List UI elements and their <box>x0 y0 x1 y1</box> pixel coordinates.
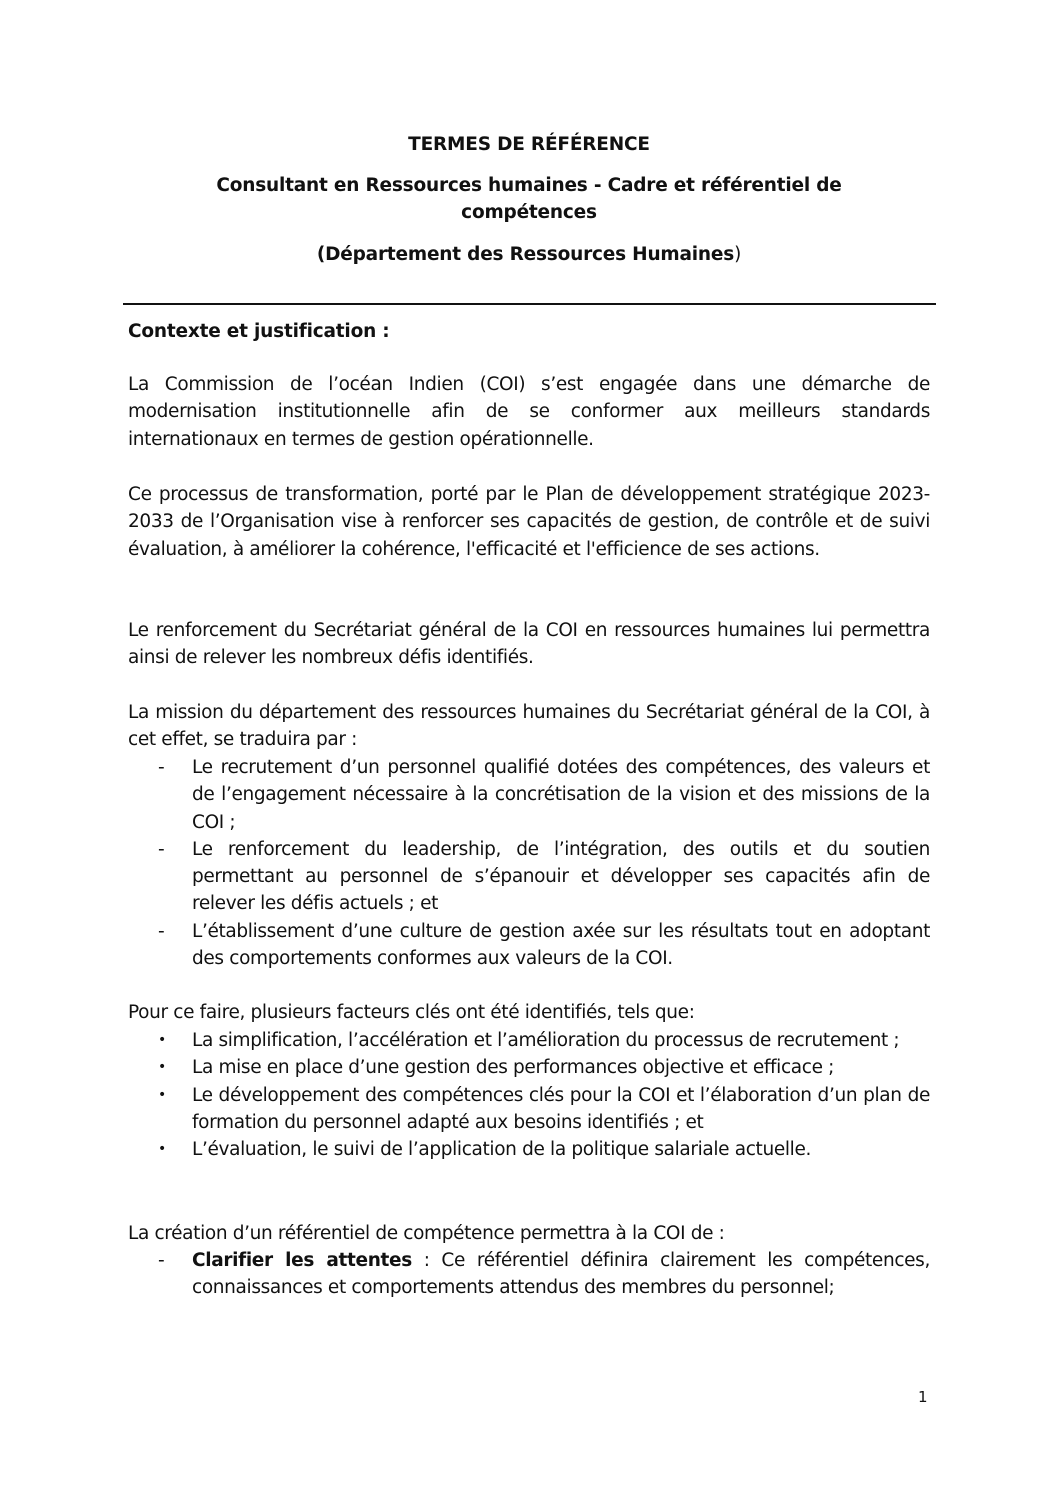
department-close-paren: ) <box>734 244 742 265</box>
bullet-icon: • <box>158 1141 166 1158</box>
list-item: - Le renforcement du leadership, de l’intégration, des outils et du soutien permettant au personnel de s’épanouir et développer ses capacités afin de relever les défis actuels ; et <box>128 836 930 918</box>
document-title: TERMES DE RÉFÉRENCE <box>408 134 650 155</box>
factors-list <box>128 1027 930 1163</box>
paragraph-factors-intro: Pour ce faire, plusieurs facteurs clés ont été identifiés, tels que: <box>128 1002 695 1023</box>
list-item: - Le recrutement d’un personnel qualifié dotées des compétences, des valeurs et de l’engagement nécessaire à la concrétisation de la vision et des missions de la COI ; <box>128 754 930 836</box>
bullet-icon: • <box>158 1059 166 1076</box>
page-number: 1 <box>918 1388 928 1406</box>
bullet-icon: • <box>158 1032 166 1048</box>
list-item: - L’établissement d’une culture de gestion axée sur les résultats tout en adoptant des comportements conformes aux valeurs de la COI. <box>128 918 930 973</box>
department-line <box>128 241 930 268</box>
subtitle-line-2: compétences <box>461 202 597 223</box>
paragraph-mission: La mission du département des ressources humaines du Secrétariat général de la COI, à cet effet, se traduira par : <box>128 702 930 751</box>
mission-list <box>128 754 930 972</box>
bullet-icon: • <box>158 1086 166 1103</box>
list-item: • La simplification, l’accélération et l’amélioration du processus de recrutement ; <box>128 1027 930 1054</box>
referentiel-list <box>128 1247 930 1302</box>
item-bold-label: Clarifier les attentes <box>192 1250 412 1271</box>
document-subtitle <box>128 172 930 226</box>
list-item: • Le développement des compétences clés pour la COI et l’élaboration d’un plan de formation du personnel adapté aux besoins identifiés ; et <box>128 1082 930 1137</box>
list-item: • L’évaluation, le suivi de l’application de la politique salariale actuelle. <box>128 1136 930 1163</box>
dash-marker: - <box>158 838 165 860</box>
list-item: • La mise en place d’une gestion des performances objective et efficace ; <box>128 1054 930 1081</box>
paragraph-context: La Commission de l’océan Indien (COI) s’est engagée dans une démarche de modernisation institutionnelle afin de se conformer aux meilleurs standards internationaux en termes de gestion opérationnelle. <box>128 374 930 450</box>
paragraph-transformation: Ce processus de transformation, porté par le Plan de développement stratégique 2023-2033 de l’Organisation vise à renforcer ses capacités de gestion, de contrôle et de suivi évaluation, à améliorer la cohérence, l'efficacité et l'efficience de ses actions. <box>128 484 930 560</box>
list-item: - Clarifier les attentes : Ce référentiel définira clairement les compétences, connaissances et comportements attendus des membres du personnel; <box>128 1247 930 1302</box>
subtitle-line-1: Consultant en Ressources humaines - Cadre et référentiel de <box>216 175 842 196</box>
dash-marker: - <box>158 757 165 778</box>
paragraph-reinforcement: Le renforcement du Secrétariat général de la COI en ressources humaines lui permettra ainsi de relever les nombreux défis identifiés. <box>128 620 930 669</box>
dash-marker: - <box>158 920 165 942</box>
department-name: (Département des Ressources Humaines <box>316 244 735 265</box>
section-heading: Contexte et justification : <box>128 321 390 342</box>
paragraph-referentiel-intro: La création d’un référentiel de compétence permettra à la COI de : <box>128 1223 725 1244</box>
dash-marker: - <box>158 1250 165 1271</box>
horizontal-rule <box>123 303 936 305</box>
